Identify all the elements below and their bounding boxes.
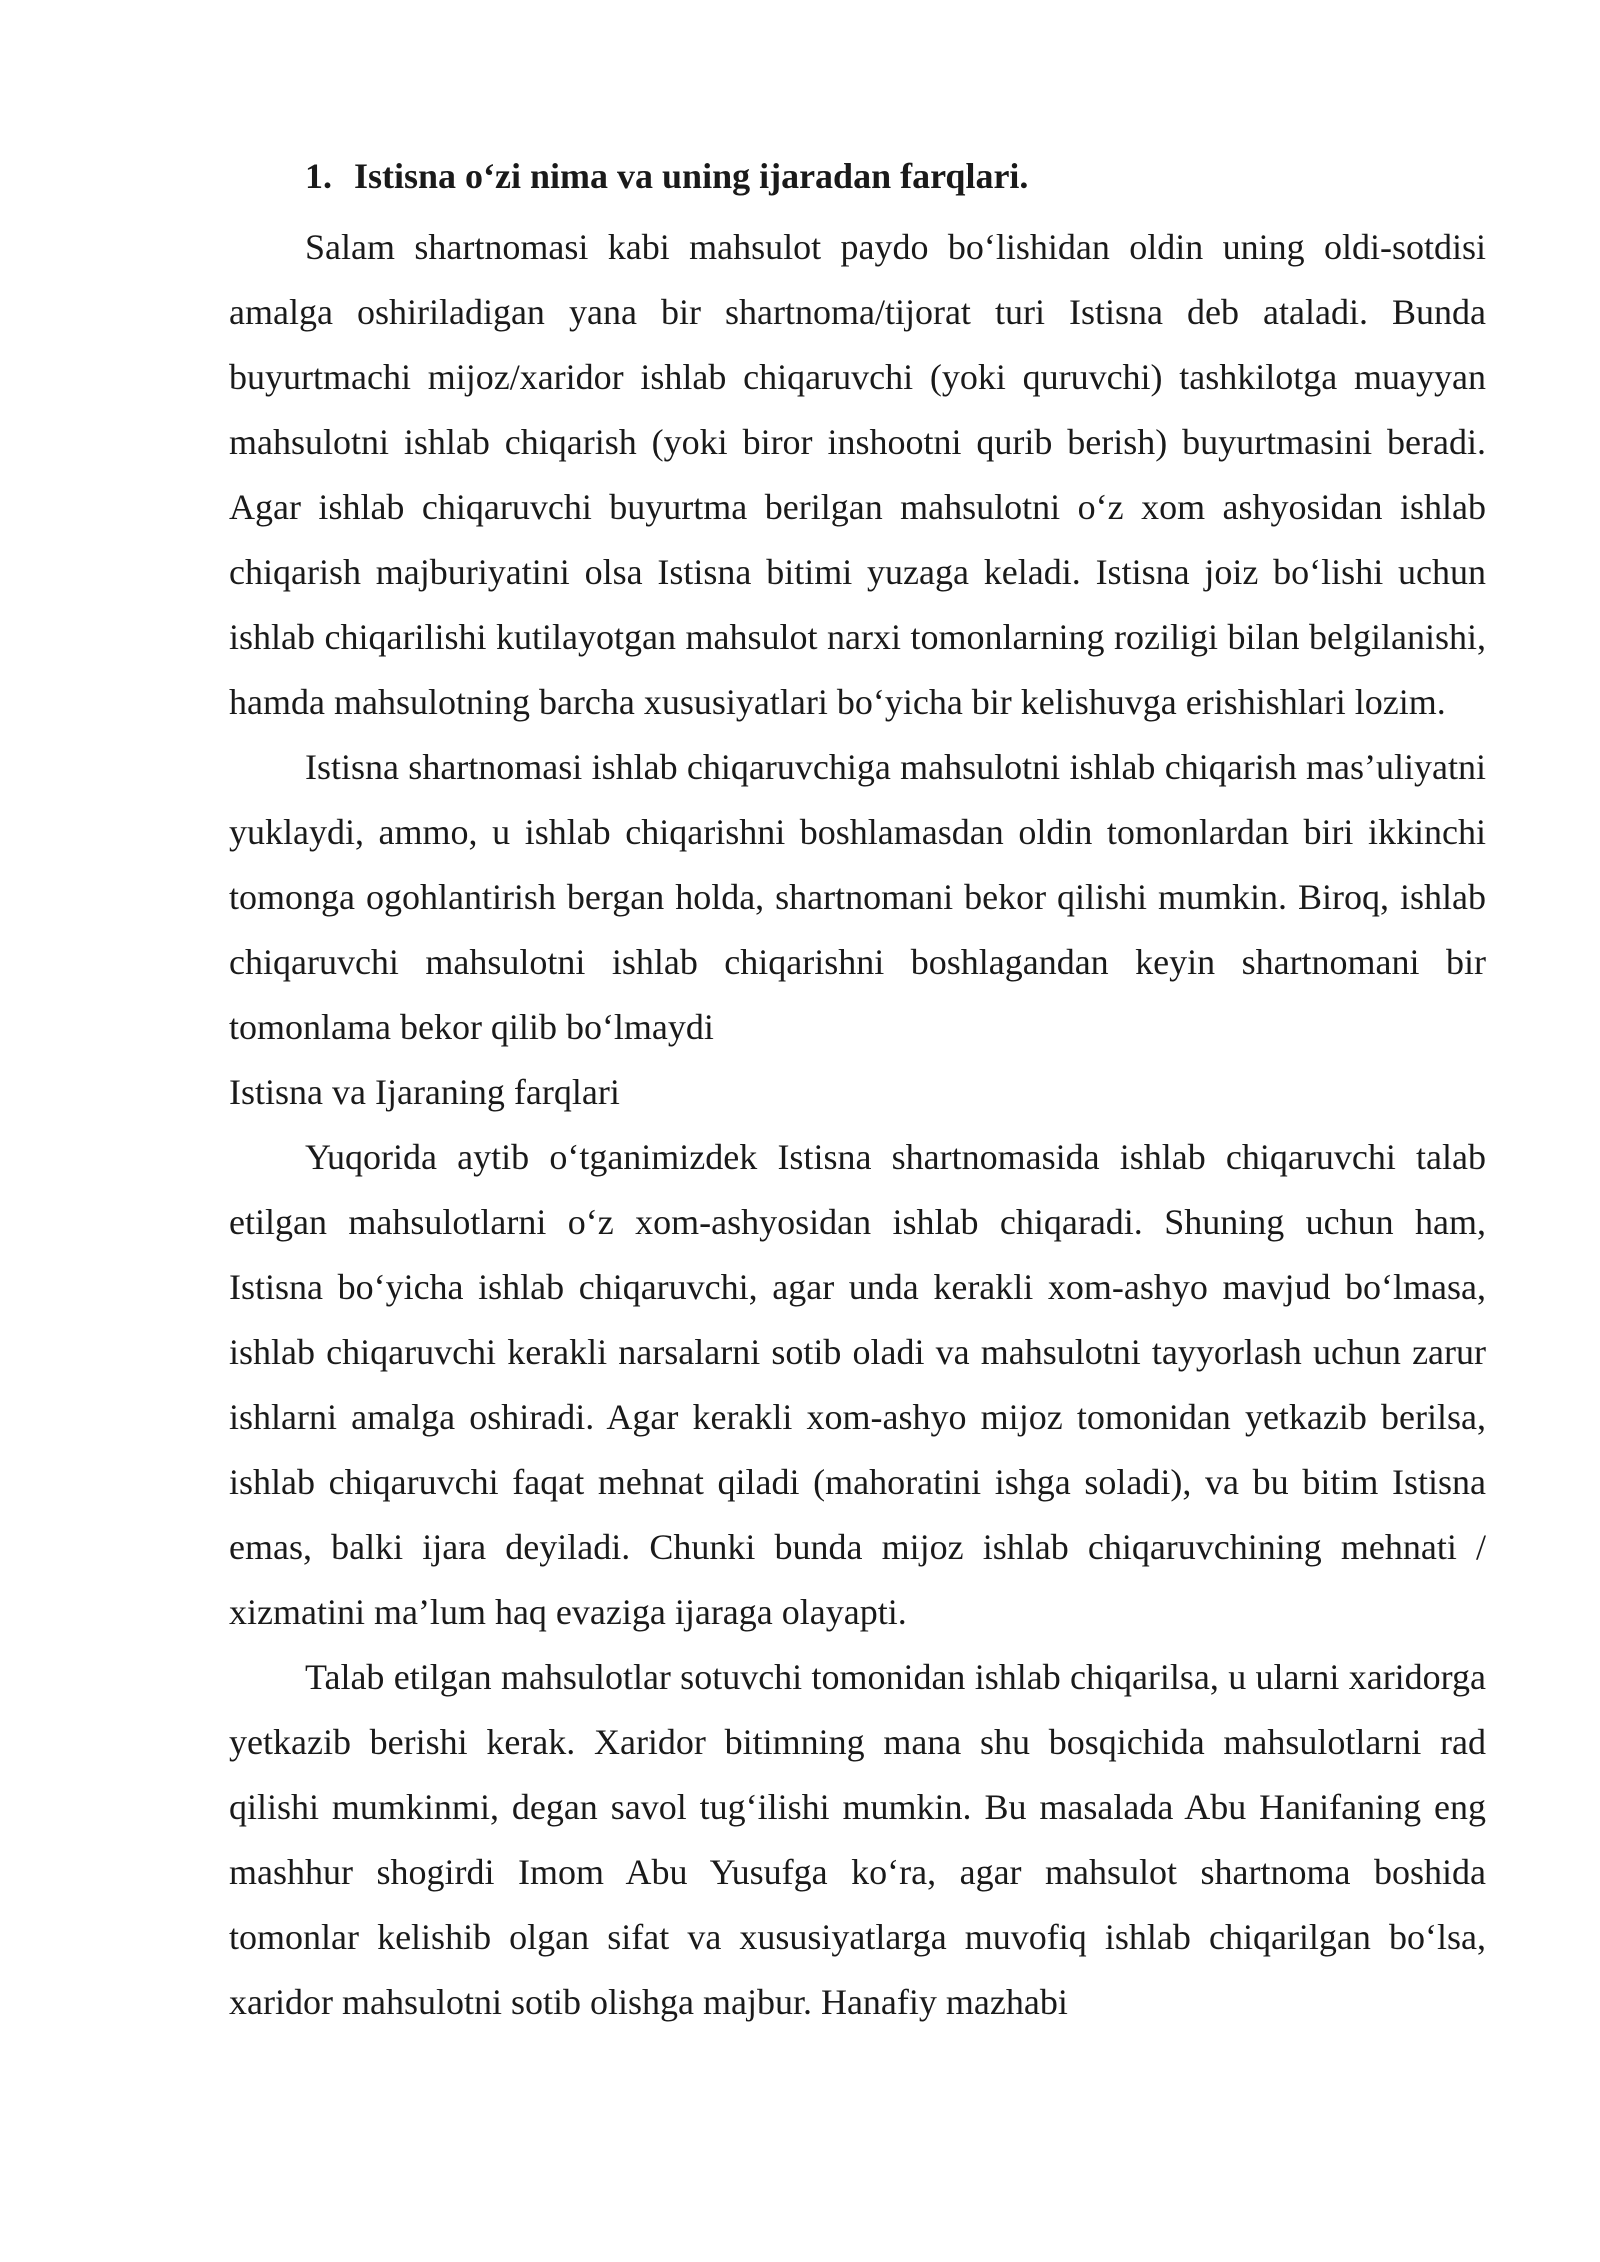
section-heading bbox=[229, 150, 1486, 202]
paragraph-3: Yuqorida aytib o‘tganimizdek Istisna shartnomasida ishlab chiqaruvchi talab etilgan mahsulotlarni o‘z xom-ashyosidan ishlab chiqaradi. Shuning uchun ham, Istisna bo‘yicha ishlab chiqaruvchi, agar unda kerakli xom-ashyo mavjud bo‘lmasa, ishlab chiqaruvchi kerakli narsalarni sotib oladi va mahsulotni tayyorlash uchun zarur ishlarni amalga oshiradi. Agar kerakli xom-ashyo mijoz tomonidan yetkazib berilsa, ishlab chiqaruvchi faqat mehnat qiladi (mahoratini ishga soladi), va bu bitim Istisna emas, balki ijara deyiladi. Chunki bunda mijoz ishlab chiqaruvchining mehnati / xizmatini ma’lum haq evaziga ijaraga olayapti. bbox=[229, 1137, 1486, 1632]
paragraph-1: Salam shartnomasi kabi mahsulot paydo bo‘lishidan oldin uning oldi-sotdisi amalga oshiriladigan yana bir shartnoma/tijorat turi Istisna deb ataladi. Bunda buyurtmachi mijoz/xaridor ishlab chiqaruvchi (yoki quruvchi) tashkilotga muayyan mahsulotni ishlab chiqarish (yoki biror inshootni qurib berish) buyurtmasini beradi. Agar ishlab chiqaruvchi buyurtma berilgan mahsulotni o‘z xom ashyosidan ishlab chiqarish majburiyatini olsa Istisna bitimi yuzaga keladi. Istisna joiz bo‘lishi uchun ishlab chiqarilishi kutilayotgan mahsulot narxi tomonlarning roziligi bilan belgilanishi, hamda mahsulotning barcha xususiyatlari bo‘yicha bir kelishuvga erishishlari lozim. bbox=[229, 227, 1486, 722]
paragraph-4: Talab etilgan mahsulotlar sotuvchi tomonidan ishlab chiqarilsa, u ularni xaridorga yetkazib berishi kerak. Xaridor bitimning mana shu bosqichida mahsulotlarni rad qilishi mumkinmi, degan savol tug‘ilishi mumkin. Bu masalada Abu Hanifaning eng mashhur shogirdi Imom Abu Yusufga ko‘ra, agar mahsulot shartnoma boshida tomonlar kelishib olgan sifat va xususiyatlarga muvofiq ishlab chiqarilgan bo‘lsa, xaridor mahsulotni sotib olishga majbur. Hanafiy mazhabi bbox=[229, 1657, 1486, 2022]
subheading-line: Istisna va Ijaraning farqlari bbox=[229, 1072, 620, 1112]
document-body bbox=[229, 150, 1486, 2035]
paragraph-2: Istisna shartnomasi ishlab chiqaruvchiga mahsulotni ishlab chiqarish mas’uliyatni yuklaydi, ammo, u ishlab chiqarishni boshlamasdan oldin tomonlardan biri ikkinchi tomonga ogohlantirish bergan holda, shartnomani bekor qilishi mumkin. Biroq, ishlab chiqaruvchi mahsulotni ishlab chiqarishni boshlagandan keyin shartnomani bir tomonlama bekor qilib bo‘lmaydi bbox=[229, 747, 1486, 1047]
section-title: Istisna o‘zi nima va uning ijaradan farqlari. bbox=[354, 156, 1029, 196]
section-number: 1. bbox=[305, 156, 332, 196]
